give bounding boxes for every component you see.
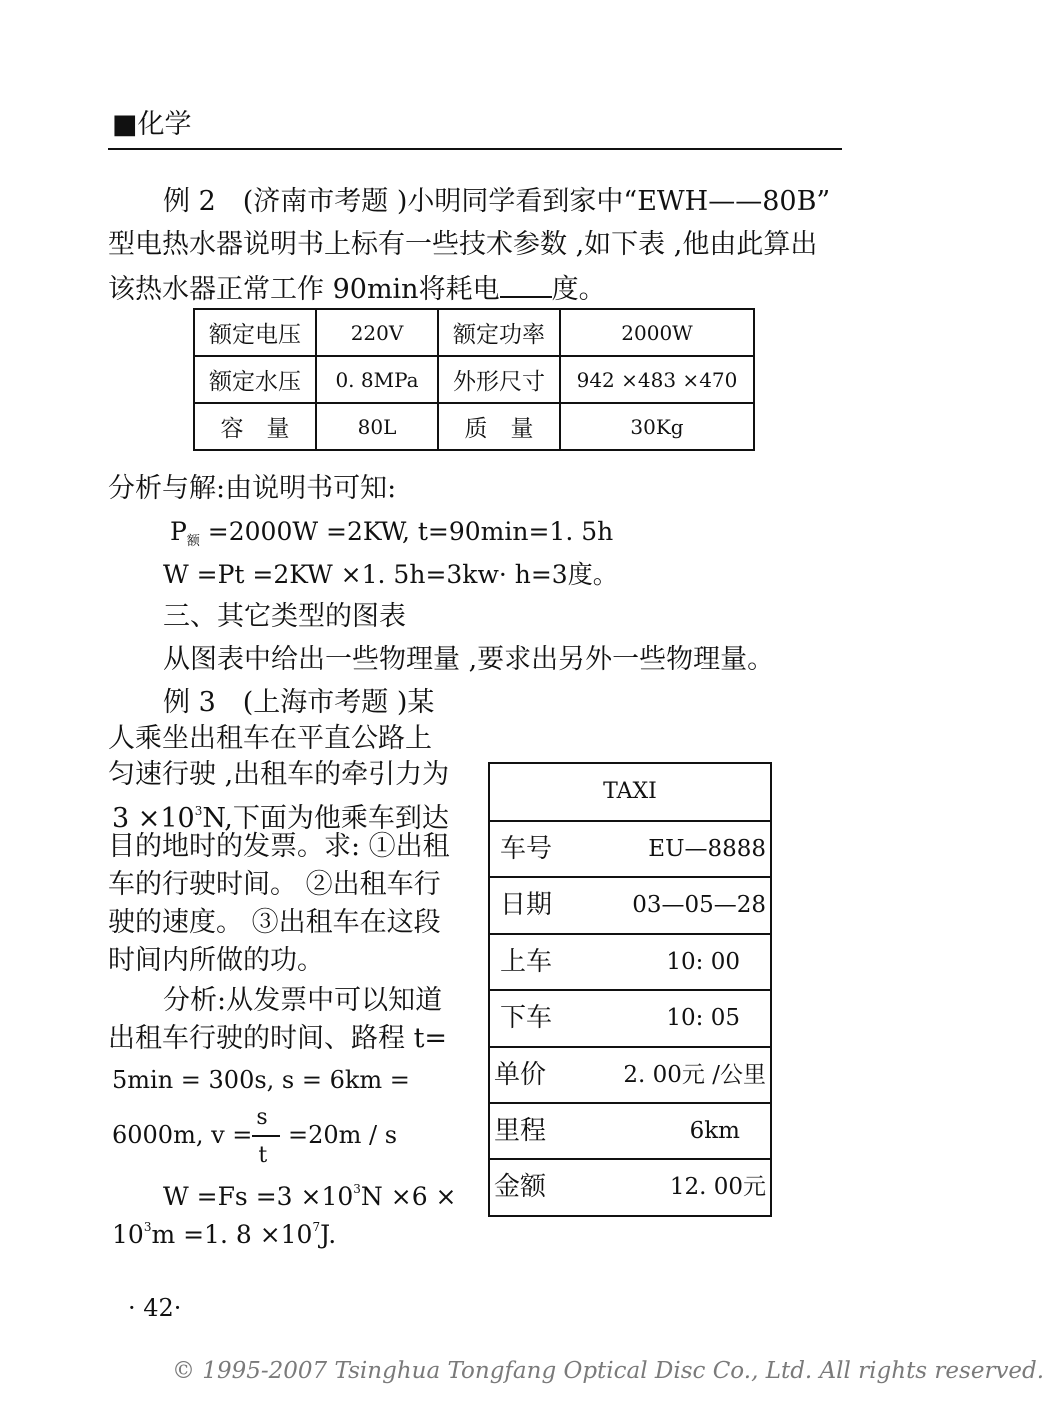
example3-line: 人乘坐出租车在平直公路上 xyxy=(108,723,432,754)
taxi-label: 下车 xyxy=(500,1003,553,1034)
taxi-value: 10: 05 xyxy=(666,1005,740,1032)
example2-line3-end: 度。 xyxy=(551,274,606,305)
velocity-prefix: 6000m, v = xyxy=(112,1121,253,1149)
work2-base: 10 xyxy=(112,1220,144,1249)
power-equation: =2000W =2KW, t=90min=1. 5h xyxy=(199,517,614,546)
velocity-fraction xyxy=(252,1104,280,1168)
analysis-line: 5min = 300s, s = 6km = xyxy=(112,1066,410,1094)
power-symbol: P xyxy=(170,517,187,546)
taxi-label: 车号 xyxy=(500,834,553,864)
taxi-row xyxy=(490,989,770,1045)
table-cell: 30Kg xyxy=(560,403,754,450)
section3-title: 三、其它类型的图表 xyxy=(163,601,406,632)
page-section-title: ■化学 xyxy=(112,109,192,140)
force-exponent: 3 xyxy=(194,804,203,818)
taxi-label: 上车 xyxy=(500,946,553,977)
work2-exponent: 3 xyxy=(143,1220,152,1234)
solution2-intro: 分析与解:由说明书可知: xyxy=(108,473,397,504)
spec-table xyxy=(193,308,755,451)
work-exponent: 3 xyxy=(353,1182,361,1196)
table-cell: 80L xyxy=(316,403,438,450)
work-rest: N ×6 × xyxy=(360,1182,457,1211)
table-cell: 2000W xyxy=(560,309,754,356)
table-row xyxy=(194,309,754,356)
table-cell: 220V xyxy=(316,309,438,356)
table-cell: 942 ×483 ×470 xyxy=(560,356,754,403)
analysis-line: 分析:从发票中可以知道 xyxy=(163,985,443,1016)
power-subscript: 额 xyxy=(186,534,200,549)
example3-line: 车的行驶时间。 ②出租车行 xyxy=(108,869,441,900)
copyright-notice: © 1995-2007 Tsinghua Tongfang Optical Disc Co., Ltd. All rights reserved. xyxy=(172,1358,1044,1384)
taxi-row xyxy=(490,1102,770,1158)
example3-line: 匀速行驶 ,出租车的牵引力为 xyxy=(108,759,450,790)
example2-line3 xyxy=(108,271,606,307)
taxi-value: EU—8888 xyxy=(648,836,766,862)
example2-line2: 型电热水器说明书上标有一些技术参数 ,如下表 ,他由此算出 xyxy=(108,229,818,260)
table-row xyxy=(194,356,754,403)
example2-line3-text: 该热水器正常工作 90min将耗电 xyxy=(108,274,500,305)
table-cell: 外形尺寸 xyxy=(438,356,560,403)
taxi-value: 2. 00元 /公里 xyxy=(623,1061,766,1088)
work2-end: J. xyxy=(320,1220,337,1249)
header-divider xyxy=(108,148,842,150)
example3-line: 目的地时的发票。求: ①出租 xyxy=(108,831,450,862)
fraction-bar xyxy=(252,1135,280,1137)
work2-exponent2: 7 xyxy=(312,1220,321,1234)
page-number: · 42· xyxy=(128,1294,182,1322)
fraction-numerator: s xyxy=(256,1104,268,1130)
table-cell: 质 量 xyxy=(438,403,560,450)
velocity-line xyxy=(112,1104,398,1168)
taxi-row xyxy=(490,1046,770,1102)
work-line-2 xyxy=(112,1210,336,1252)
taxi-value: 12. 00元 xyxy=(669,1174,766,1201)
taxi-row xyxy=(490,820,770,876)
table-row xyxy=(194,403,754,450)
taxi-value: 10: 00 xyxy=(666,948,740,975)
table-cell: 额定水压 xyxy=(194,356,316,403)
example3-line: 例 3 (上海市考题 )某 xyxy=(163,687,435,718)
example3-line: 时间内所做的功。 xyxy=(108,945,324,976)
force-base: 3 ×10 xyxy=(112,803,195,834)
taxi-label: 里程 xyxy=(494,1115,547,1146)
taxi-row xyxy=(490,876,770,932)
fraction-denominator: t xyxy=(258,1142,268,1168)
answer-blank xyxy=(500,271,552,298)
taxi-value: 03—05—28 xyxy=(632,892,766,919)
taxi-label: 单价 xyxy=(494,1059,547,1090)
example2-line1: 例 2 (济南市考题 )小明同学看到家中“EWH——80B” xyxy=(163,186,831,217)
taxi-receipt xyxy=(488,762,772,1217)
table-cell: 额定功率 xyxy=(438,309,560,356)
table-cell: 额定电压 xyxy=(194,309,316,356)
section3-desc: 从图表中给出一些物理量 ,要求出另外一些物理量。 xyxy=(163,644,775,675)
table-cell: 容 量 xyxy=(194,403,316,450)
force-rest: N,下面为他乘车到达 xyxy=(202,803,449,834)
analysis-line: 出租车行驶的时间、路程 t= xyxy=(108,1023,448,1054)
example3-line: 驶的速度。 ③出租车在这段 xyxy=(108,907,441,938)
work-base: W =Fs =3 ×10 xyxy=(163,1182,354,1211)
taxi-title: TAXI xyxy=(603,779,657,804)
work-line-1 xyxy=(163,1172,457,1214)
work2-mid: m =1. 8 ×10 xyxy=(151,1220,313,1249)
taxi-label: 金额 xyxy=(494,1172,547,1203)
taxi-value: 6km xyxy=(689,1117,740,1144)
taxi-row xyxy=(490,1158,770,1214)
table-cell: 0. 8MPa xyxy=(316,356,438,403)
solution2-work-line: W =Pt =2KW ×1. 5h=3kw· h=3度。 xyxy=(163,560,618,589)
taxi-row xyxy=(490,933,770,989)
solution2-power-line xyxy=(170,515,613,559)
taxi-label: 日期 xyxy=(500,890,553,921)
velocity-result: =20m / s xyxy=(280,1121,398,1149)
